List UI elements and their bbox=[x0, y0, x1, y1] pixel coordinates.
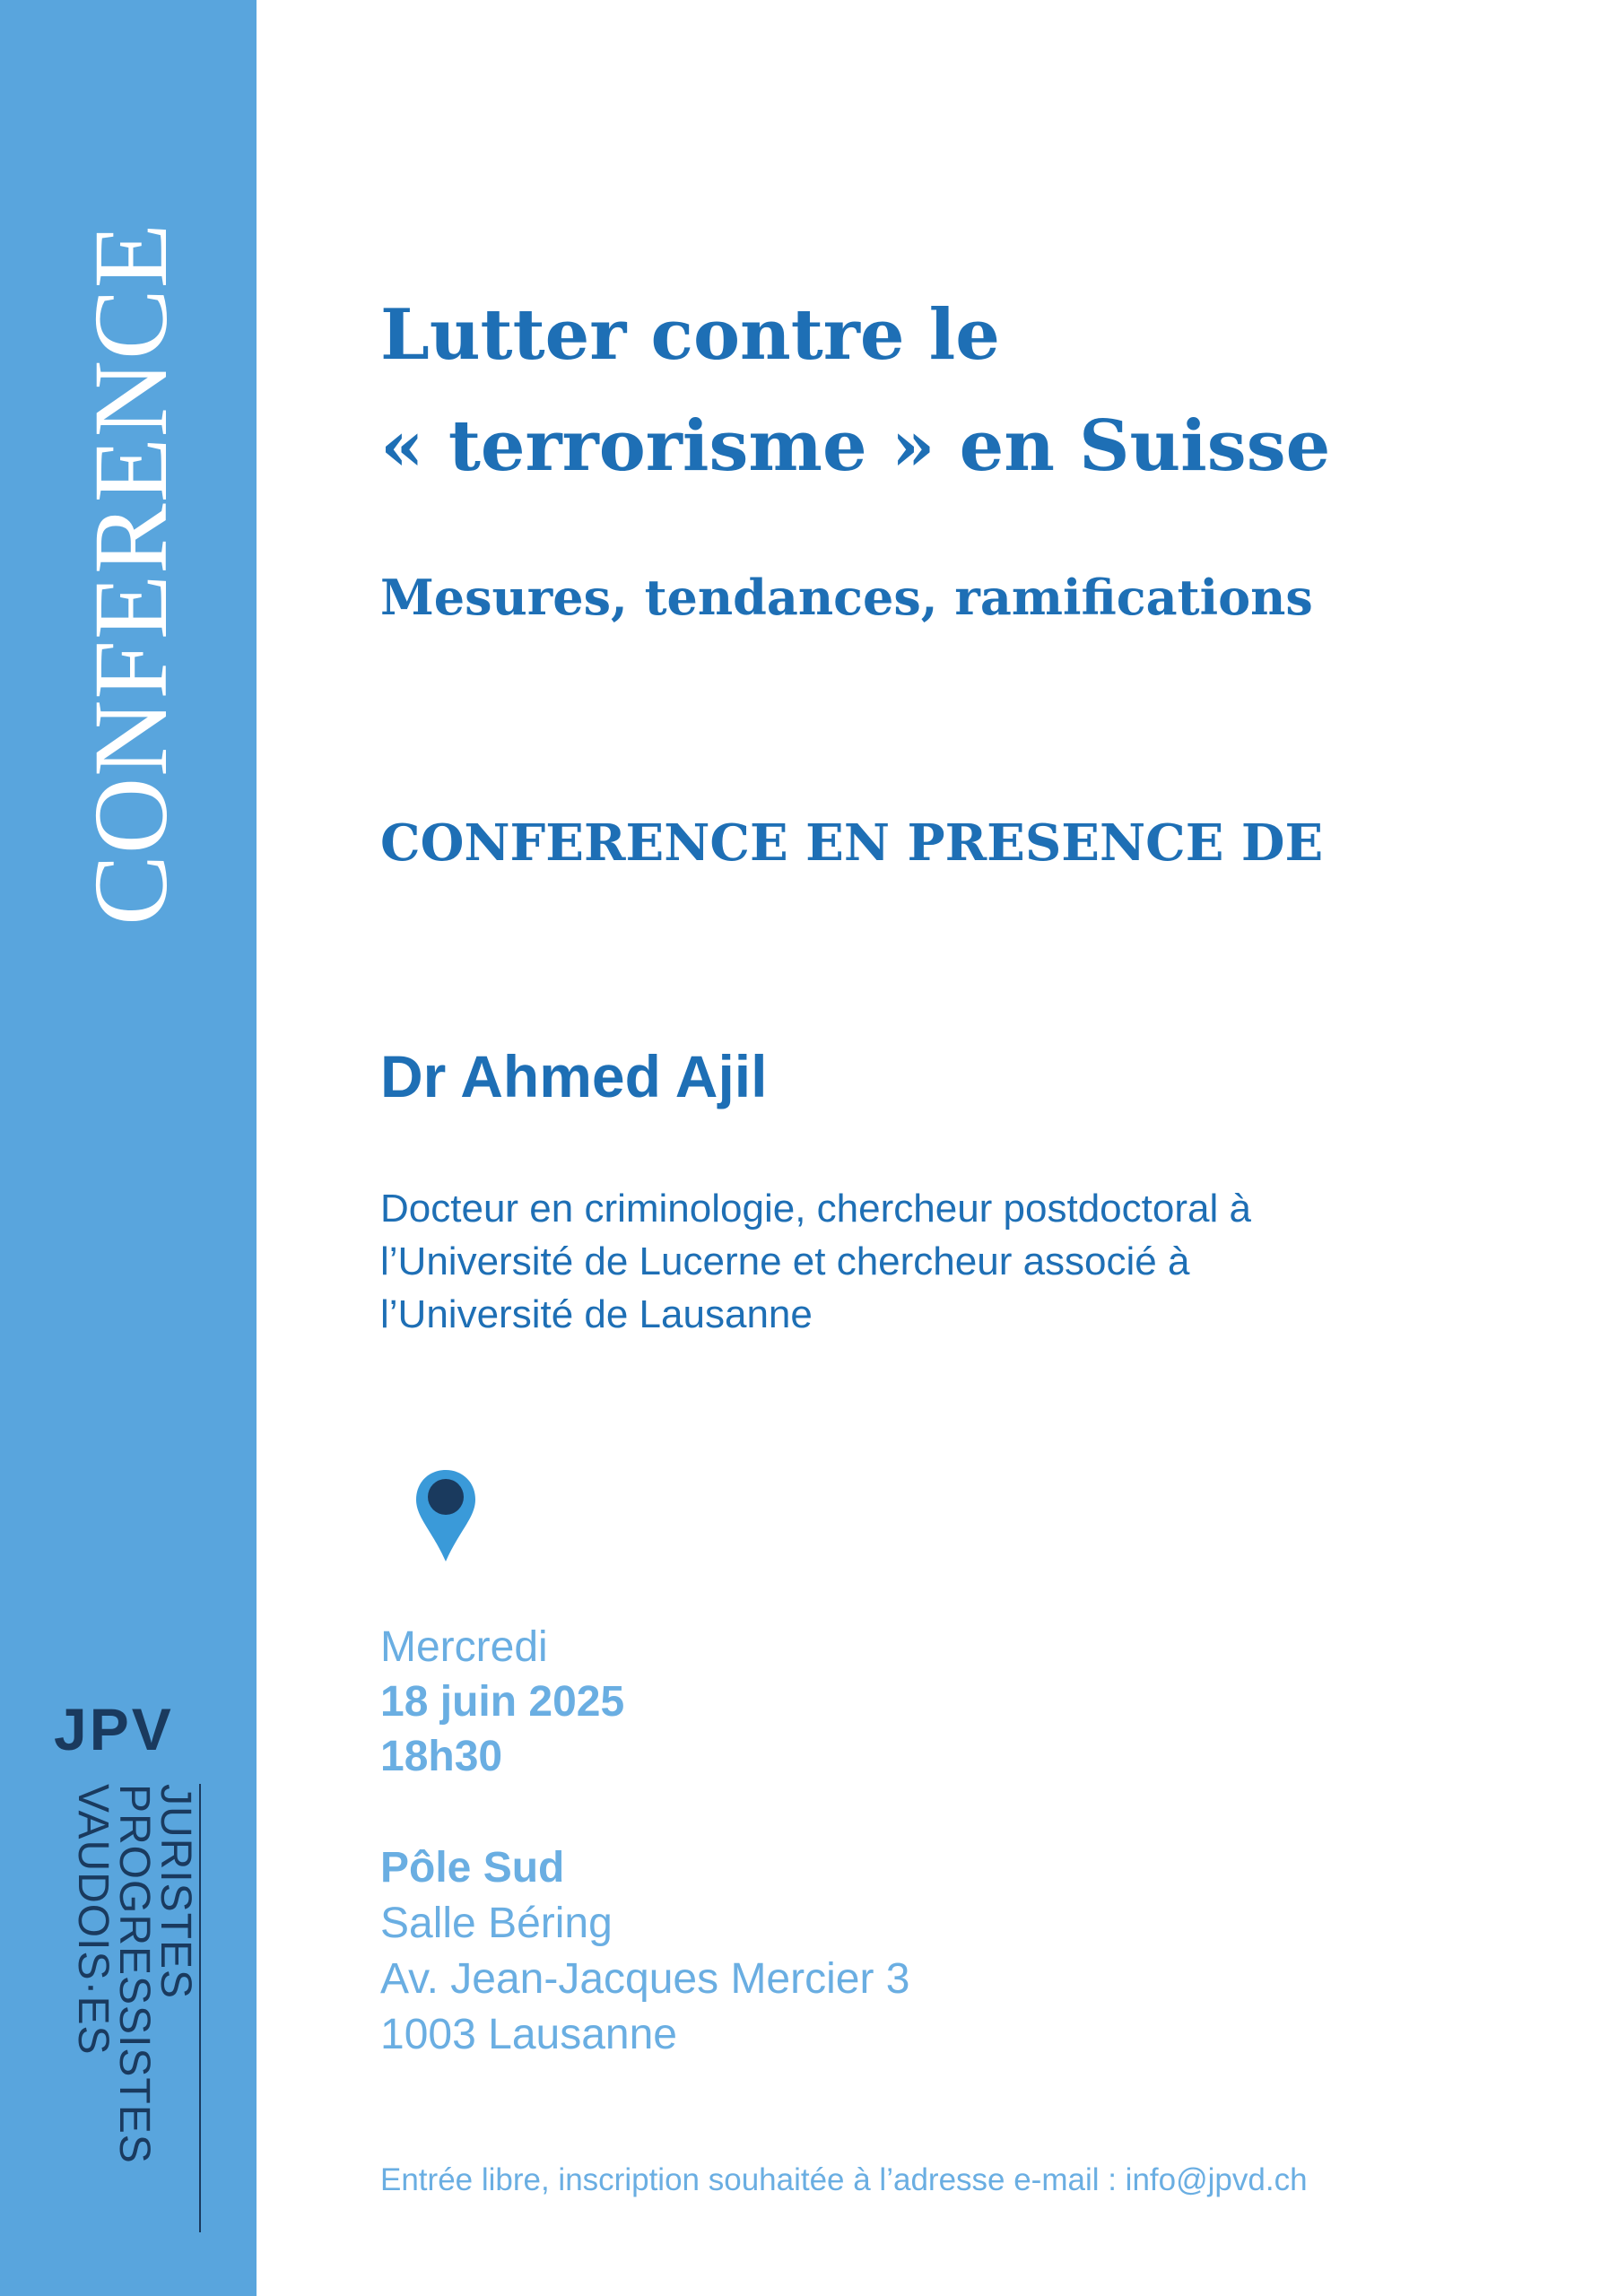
logo-words bbox=[69, 1784, 201, 2232]
speaker-name: Dr Ahmed Ajil bbox=[380, 1043, 768, 1109]
map-pin-icon bbox=[414, 1468, 477, 1563]
logo-word: VAUDOIS·ES bbox=[69, 1784, 117, 2056]
page-title bbox=[380, 280, 1330, 502]
event-day: Mercredi bbox=[380, 1623, 548, 1671]
footer-note: Entrée libre, inscription souhaitée à l’adresse e-mail : info@jpvd.ch bbox=[380, 2162, 1308, 2197]
subtitle: Mesures, tendances, ramifications bbox=[380, 569, 1313, 626]
jpv-logo bbox=[54, 1696, 206, 2164]
sidebar bbox=[0, 0, 257, 2296]
venue-city: 1003 Lausanne bbox=[380, 2011, 677, 2058]
speaker-bio bbox=[380, 1182, 1457, 1341]
vertical-title: CONFERENCE bbox=[72, 222, 189, 926]
event-datetime bbox=[380, 1620, 624, 1784]
logo-word: JURISTES bbox=[152, 1784, 199, 2000]
logo-word: PROGRESSISTES bbox=[110, 1784, 158, 2164]
title-line: « terrorisme » en Suisse bbox=[380, 405, 1331, 487]
venue-address bbox=[380, 1840, 909, 2063]
venue-name: Pôle Sud bbox=[380, 1844, 565, 1892]
venue-street: Av. Jean-Jacques Mercier 3 bbox=[380, 1955, 910, 2003]
logo-mark: JPV bbox=[54, 1696, 174, 1762]
presence-heading: CONFERENCE EN PRESENCE DE bbox=[380, 813, 1324, 873]
event-date: 18 juin 2025 bbox=[380, 1678, 625, 1726]
bio-line: Docteur en criminologie, chercheur postdoctoral à bbox=[380, 1187, 1251, 1231]
title-line: Lutter contre le bbox=[380, 294, 1000, 376]
event-time: 18h30 bbox=[380, 1733, 503, 1780]
bio-line: l’Université de Lausanne bbox=[380, 1292, 813, 1336]
bio-line: l’Université de Lucerne et chercheur associé à bbox=[380, 1239, 1190, 1283]
venue-room: Salle Béring bbox=[380, 1900, 613, 1947]
